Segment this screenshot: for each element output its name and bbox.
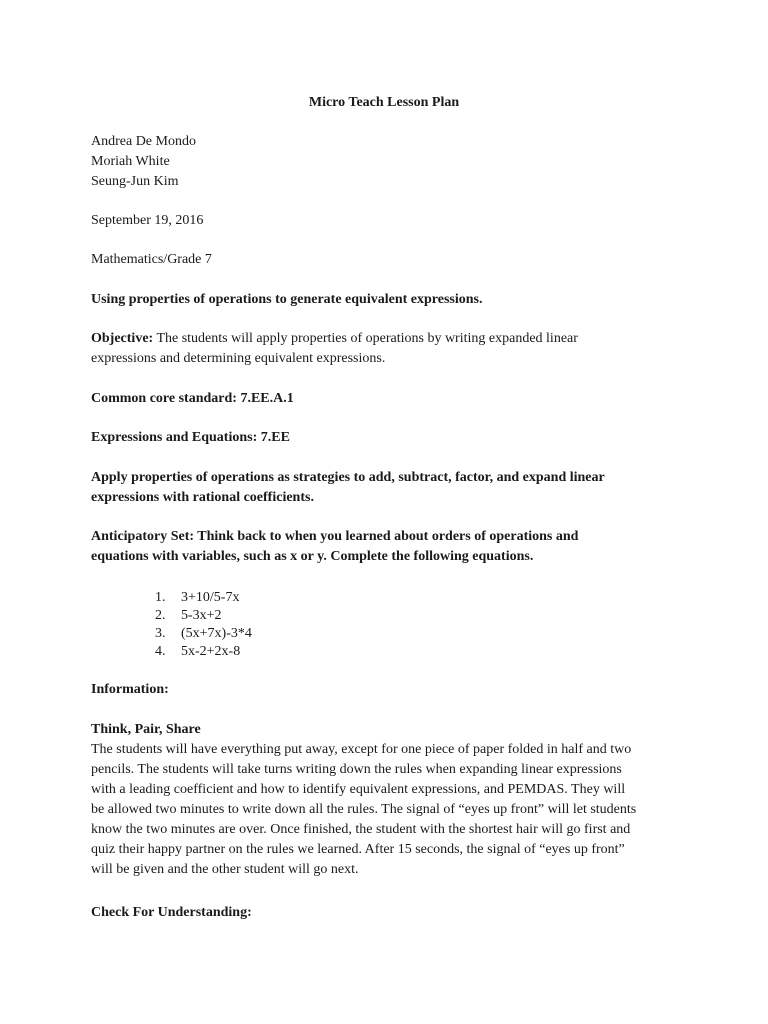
objective-label: Objective: (91, 331, 154, 346)
think-pair-share-section (91, 720, 691, 880)
paragraph-line: quiz their happy partner on the rules we learned. After 15 seconds, the signal of “eyes up front” (91, 842, 625, 857)
author-name: Andrea De Mondo (91, 134, 196, 149)
subject-line: Mathematics/Grade 7 (91, 252, 212, 267)
paragraph-line: be allowed two minutes to write down all the rules. The signal of “eyes up front” will let students (91, 802, 637, 817)
paragraph-line: with a leading coefficient and how to identify equivalent expressions, and PEMDAS. They will (91, 782, 626, 797)
information-heading: Information: (91, 682, 169, 697)
anticipatory-line1: Anticipatory Set: Think back to when you learned about orders of operations and (91, 529, 579, 544)
apply-line1: Apply properties of operations as strategies to add, subtract, factor, and expand linear (91, 470, 605, 485)
anticipatory-line2: equations with variables, such as x or y. Complete the following equations. (91, 549, 534, 564)
standard-line: Common core standard: 7.EE.A.1 (91, 391, 294, 406)
objective-text-line1: The students will apply properties of operations by writing expanded linear (156, 331, 578, 346)
think-pair-share-heading: Think, Pair, Share (91, 722, 201, 737)
check-heading: Check For Understanding: (91, 905, 252, 920)
anticipatory-paragraph (91, 527, 691, 567)
domain-line: Expressions and Equations: 7.EE (91, 430, 290, 445)
list-item: 2. 5-3x+2 (155, 608, 222, 623)
objective-text-line2: expressions and determining equivalent expressions. (91, 351, 386, 366)
author-name: Seung-Jun Kim (91, 174, 179, 189)
date-line: September 19, 2016 (91, 213, 204, 228)
apply-line2: expressions with rational coefficients. (91, 490, 314, 505)
apply-paragraph (91, 468, 691, 508)
equation-list (155, 589, 252, 661)
author-name: Moriah White (91, 154, 170, 169)
list-item: 4. 5x-2+2x-8 (155, 644, 241, 659)
objective-paragraph (91, 329, 691, 369)
page-title: Micro Teach Lesson Plan (308, 95, 460, 110)
paragraph-line: will be given and the other student will go next. (91, 862, 359, 877)
list-item: 1. 3+10/5-7x (155, 590, 240, 605)
authors-block (91, 132, 691, 192)
list-item: 3. (5x+7x)-3*4 (155, 626, 252, 641)
paragraph-line: The students will have everything put away, except for one piece of paper folded in half and two (91, 742, 632, 757)
paragraph-line: pencils. The students will take turns writing down the rules when expanding linear expressions (91, 762, 622, 777)
paragraph-line: know the two minutes are over. Once finished, the student with the shortest hair will go first and (91, 822, 631, 837)
topic-heading: Using properties of operations to generate equivalent expressions. (91, 292, 483, 307)
